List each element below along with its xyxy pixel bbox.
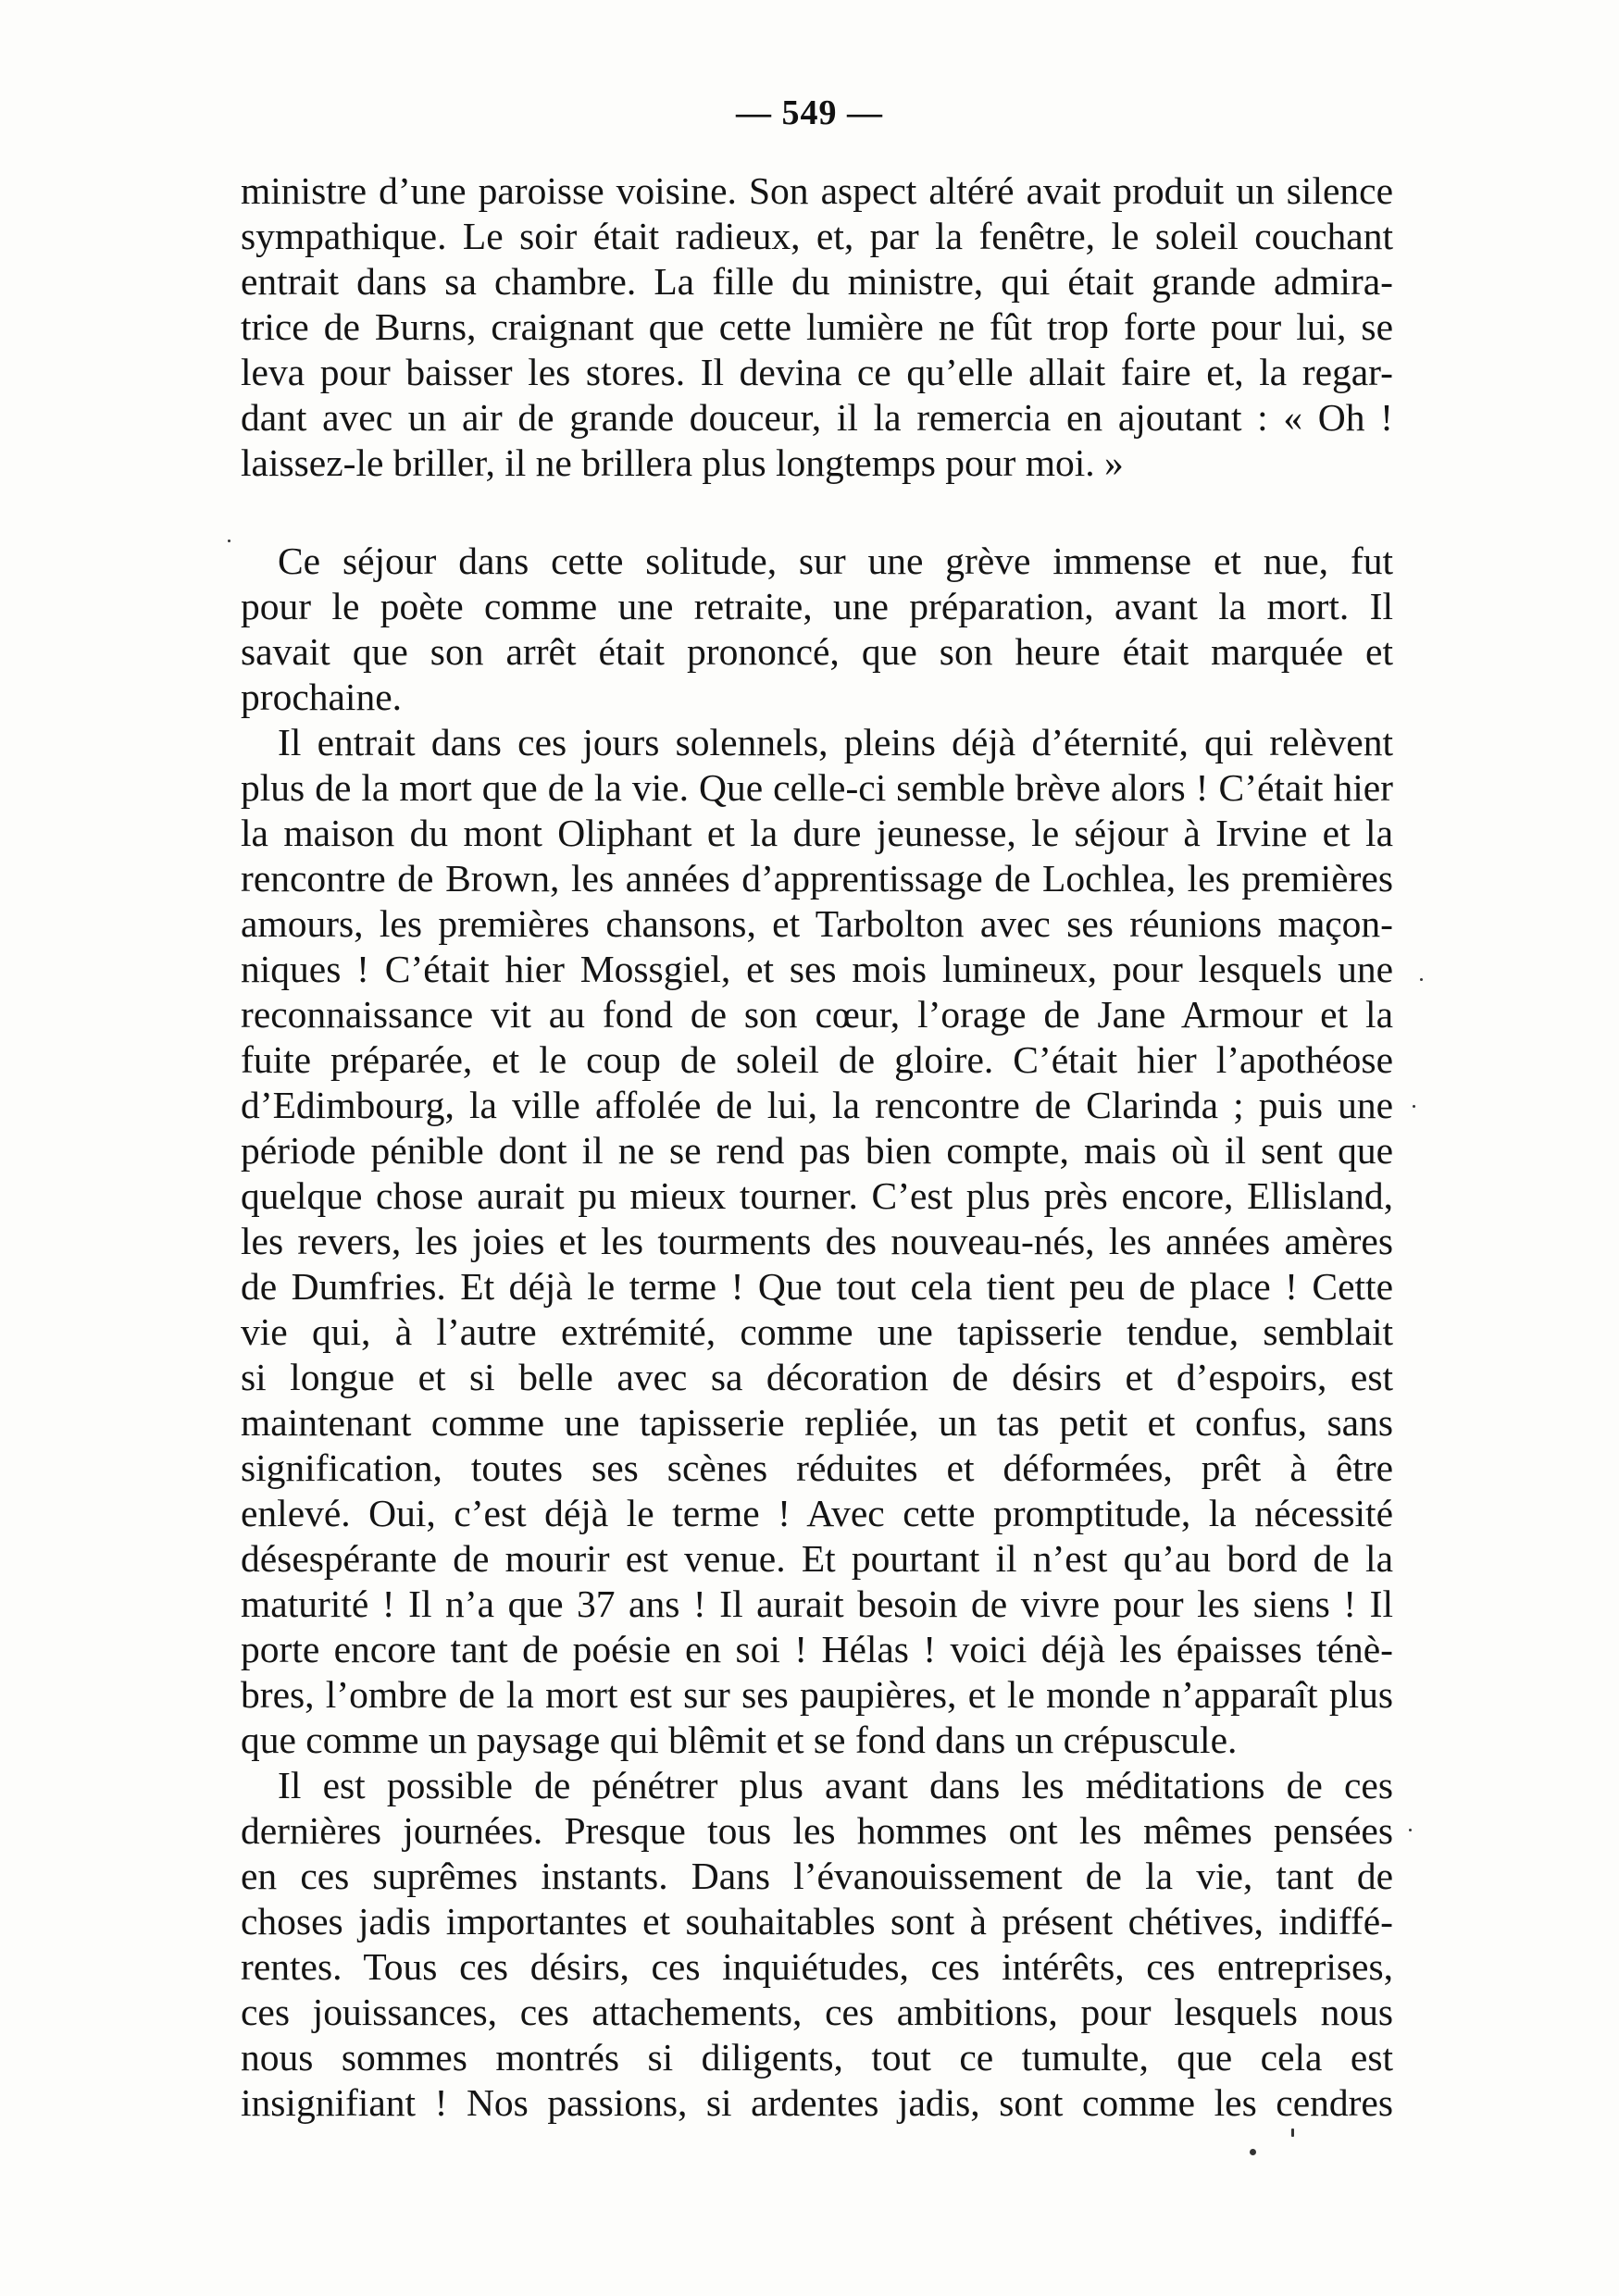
text-line: maintenant comme une tapisserie repliée, un tas petit et confus, sans — [241, 1401, 1393, 1444]
scan-speck — [1420, 978, 1423, 981]
text-line: période pénible dont il ne se rend pas bien compte, mais où il sent que — [241, 1129, 1393, 1172]
text-line: choses jadis importantes et souhaitables sont à présent chétives, indiffé- — [241, 1900, 1393, 1942]
text-line: de Dumfries. Et déjà le terme ! Que tout cela tient peu de place ! Cette — [241, 1265, 1393, 1308]
text-line: entrait dans sa chambre. La fille du ministre, qui était grande admira- — [241, 260, 1393, 303]
text-line: quelque chose aurait pu mieux tourner. C’est plus près encore, Ellisland, — [241, 1174, 1393, 1217]
scan-speck — [1250, 2149, 1256, 2155]
text-line: d’Edimbourg, la ville affolée de lui, la rencontre de Clarinda ; puis une — [241, 1084, 1393, 1126]
text-line: fuite préparée, et le coup de soleil de gloire. C’était hier l’apothéose — [241, 1038, 1393, 1081]
text-line: les revers, les joies et les tourments des nouveau-nés, les années amères — [241, 1220, 1393, 1262]
text-line: prochaine. — [241, 676, 402, 718]
text-line: laissez-le briller, il ne brillera plus longtemps pour moi. » — [241, 441, 1124, 484]
text-line: enlevé. Oui, c’est déjà le terme ! Avec cette promptitude, la nécessité — [241, 1492, 1393, 1534]
text-line: savait que son arrêt était prononcé, que son heure était marquée et — [241, 630, 1393, 673]
body-text — [241, 539, 1393, 2126]
text-line: sympathique. Le soir était radieux, et, par la fenêtre, le soleil couchant — [241, 215, 1393, 257]
text-line: rentes. Tous ces désirs, ces inquiétudes, ces intérêts, ces entreprises, — [241, 1945, 1393, 1988]
text-line: désespérante de mourir est venue. Et pourtant il n’est qu’au bord de la — [241, 1537, 1393, 1580]
text-line: amours, les premières chansons, et Tarbolton avec ses réunions maçon- — [241, 902, 1393, 945]
scan-speck — [1291, 2128, 1294, 2137]
text-line: nous sommes montrés si diligents, tout ce tumulte, que cela est — [241, 2036, 1393, 2079]
text-line: trice de Burns, craignant que cette lumière ne fût trop forte pour lui, se — [241, 305, 1393, 348]
text-line: dant avec un air de grande douceur, il la remercia en ajoutant : « Oh ! — [241, 396, 1393, 439]
text-line: ministre d’une paroisse voisine. Son aspect altéré avait produit un silence — [241, 169, 1393, 212]
text-line: leva pour baisser les stores. Il devina ce qu’elle allait faire et, la regar- — [241, 351, 1393, 393]
text-line: porte encore tant de poésie en soi ! Hélas ! voici déjà les épaisses ténè- — [241, 1628, 1393, 1670]
text-line: si longue et si belle avec sa décoration de désirs et d’espoirs, est — [241, 1356, 1393, 1398]
text-line: plus de la mort que de la vie. Que celle-ci semble brève alors ! C’était hier — [241, 766, 1393, 809]
text-line: vie qui, à l’autre extrémité, comme une tapisserie tendue, semblait — [241, 1310, 1393, 1353]
text-line: Ce séjour dans cette solitude, sur une grève immense et nue, fut — [278, 540, 1393, 582]
text-line: pour le poète comme une retraite, une préparation, avant la mort. Il — [241, 585, 1393, 627]
scan-speck — [228, 540, 230, 542]
paragraph-continued — [241, 168, 1393, 486]
text-line: signification, toutes ses scènes réduites et déformées, prêt à être — [241, 1446, 1393, 1489]
page-number: — 549 — — [736, 93, 883, 132]
text-line: que comme un paysage qui blêmit et se fond dans un crépuscule. — [241, 1719, 1238, 1761]
text-line: rencontre de Brown, les années d’apprentissage de Lochlea, les premières — [241, 857, 1393, 900]
text-line: insignifiant ! Nos passions, si ardentes jadis, sont comme les cendres — [241, 2081, 1393, 2124]
scan-speck — [1409, 1829, 1412, 1831]
text-line: maturité ! Il n’a que 37 ans ! Il aurait besoin de vivre pour les siens ! Il — [241, 1582, 1393, 1625]
text-line: Il est possible de pénétrer plus avant dans les méditations de ces — [278, 1764, 1393, 1806]
text-line: la maison du mont Oliphant et la dure jeunesse, le séjour à Irvine et la — [241, 812, 1393, 854]
text-line: ces jouissances, ces attachements, ces ambitions, pour lesquels nous — [241, 1991, 1393, 2033]
text-line: en ces suprêmes instants. Dans l’évanouissement de la vie, tant de — [241, 1855, 1393, 1897]
text-line: dernières journées. Presque tous les hommes ont les mêmes pensées — [241, 1809, 1393, 1852]
text-line: reconnaissance vit au fond de son cœur, l’orage de Jane Armour et la — [241, 993, 1393, 1036]
text-line: niques ! C’était hier Mossgiel, et ses mois lumineux, pour lesquels une — [241, 948, 1393, 990]
text-line: bres, l’ombre de la mort est sur ses paupières, et le monde n’apparaît plus — [241, 1673, 1393, 1716]
scan-speck — [1413, 1105, 1415, 1108]
text-line: Il entrait dans ces jours solennels, pleins déjà d’éternité, qui relèvent — [278, 721, 1393, 763]
